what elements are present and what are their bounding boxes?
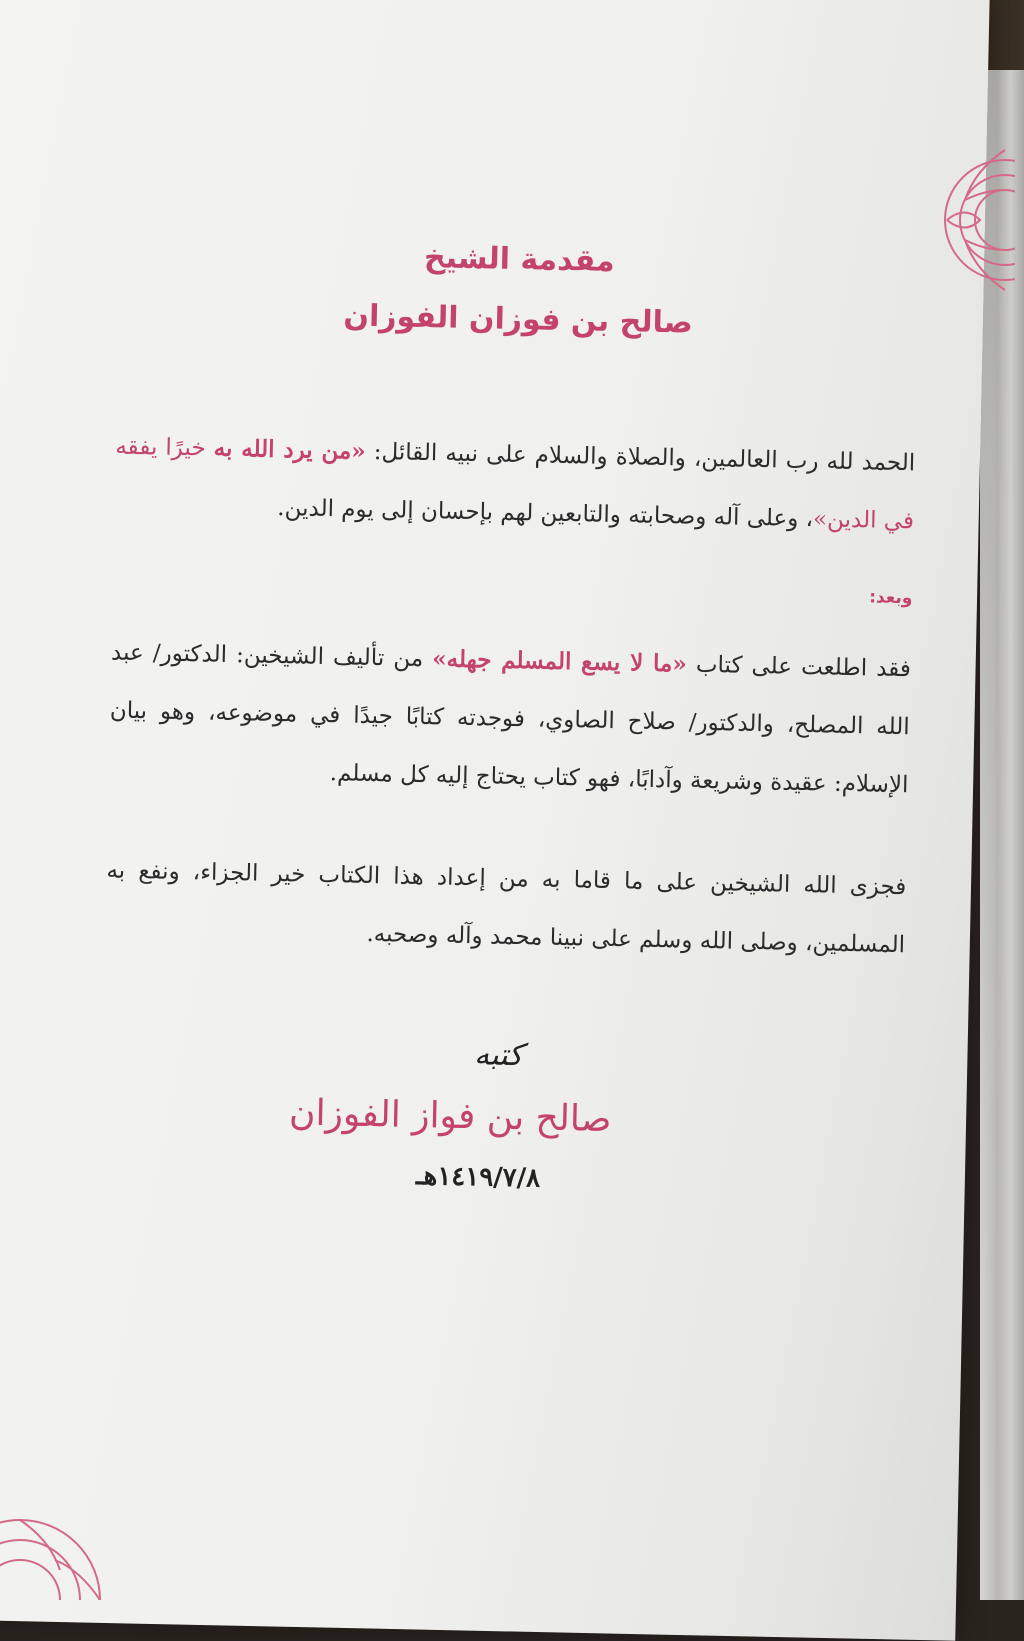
paragraph-review [108, 624, 911, 815]
floral-ornament-icon [935, 110, 1015, 330]
opening-text-continued: ، وعلى آله وصحابته والتابعين لهم بإحسان إلى يوم الدين. [277, 494, 814, 533]
paragraph-closing: فجزى الله الشيخين على ما قاما به من إعداد هذا الكتاب خير الجزاء، ونفع به المسلمين، وصلى الله وسلم على نبينا محمد وآله وصحبه. [106, 857, 907, 959]
heading-line2: صالح بن فوزان الفوزان [343, 298, 694, 341]
signature-date: ١٤١٩/٧/٨هـ [415, 1161, 541, 1194]
hadith-quote-end: خيرًا يفقه في الدين» [115, 433, 915, 535]
review-text-body: من تأليف الشيخين: الدكتور/ عبد الله المصلح، والدكتور/ صلاح الصاوي، فوجدته كتابًا جيدًا في موضوعه، وهو بيان الإسلام: عقيدة وشريعة وآدابًا، فهو كتاب يحتاج إليه كل مسلم. [109, 639, 910, 799]
review-text-start: فقد اطلعت على كتاب [695, 651, 912, 683]
opening-text: الحمد لله رب العالمين، والصلاة والسلام على نبيه القائل: [373, 438, 916, 477]
signature-name: صالح بن فواز الفوزان [288, 1092, 612, 1141]
signature-label: كتبه [473, 1037, 524, 1074]
book-title: «ما لا يسع المسلم جهله» [432, 645, 688, 678]
paragraph-opening [114, 418, 916, 551]
page-content [95, 222, 920, 1438]
floral-ornament-icon [0, 1480, 110, 1600]
hadith-quote-start: «من يرد الله به [213, 434, 366, 465]
wa-baad-label: وبعد: [869, 587, 913, 609]
heading-line1: مقدمة الشيخ [423, 240, 616, 279]
